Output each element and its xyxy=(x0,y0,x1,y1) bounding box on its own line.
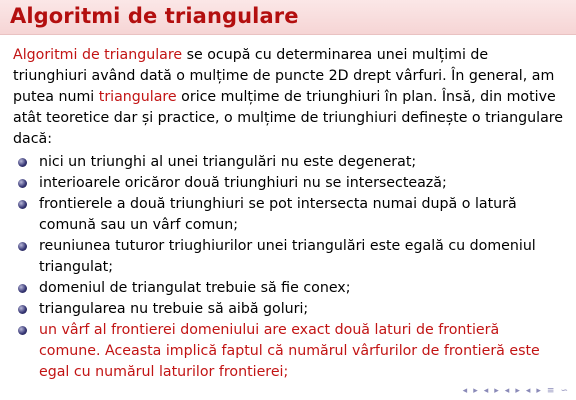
list-item-text: reuniunea tuturor triughiurilor unei triangulări este egală cu domeniul triangulat; xyxy=(39,238,536,275)
beamer-navigation xyxy=(463,386,568,396)
nav-menu-icon[interactable]: ≡ xyxy=(546,386,555,396)
nav-prev-page-icon[interactable]: ◂ xyxy=(525,386,531,396)
bullet-icon xyxy=(18,305,27,314)
list-item xyxy=(13,173,565,194)
nav-prev-frame-icon[interactable]: ◂ xyxy=(462,386,468,396)
intro-paragraph xyxy=(13,45,565,150)
bullet-icon xyxy=(18,242,27,251)
list-item xyxy=(13,236,565,278)
intro-text-1: se ocupă cu determinarea unei mulțimi de triunghiuri având dată o mulțime de puncte 2D drept vârfuri. În general, am putea numi xyxy=(13,47,555,105)
slide-title: Algoritmi de triangulare xyxy=(10,4,299,28)
list-item-text: un vârf al frontierei domeniului are exact două laturi de frontieră comune. Aceasta implică faptul că numărul vârfurilor de frontieră este egal cu numărul laturilor frontierei; xyxy=(39,322,540,380)
intro-text-2: orice mulțime de triunghiuri în plan. Însă, din motive atât teoretice dar și practice, o mulțime de triunghiuri definește o triangulare dacă: xyxy=(13,89,564,147)
list-item xyxy=(13,320,565,383)
bullet-icon xyxy=(18,179,27,188)
bullet-icon xyxy=(18,326,27,335)
slide-content xyxy=(13,45,565,383)
list-item xyxy=(13,299,565,320)
list-item-text: triangularea nu trebuie să aibă goluri; xyxy=(39,301,309,317)
nav-next-section-icon[interactable]: ▸ xyxy=(515,386,520,396)
bullet-icon xyxy=(18,200,27,209)
list-item xyxy=(13,278,565,299)
nav-next-subsection-icon[interactable]: ▸ xyxy=(494,386,499,396)
bullet-icon xyxy=(18,284,27,293)
nav-prev-section-icon[interactable]: ◂ xyxy=(504,386,510,396)
list-item-text: nici un triunghi al unei triangulări nu este degenerat; xyxy=(39,154,417,170)
list-item-text: domeniul de triangulat trebuie să fie conex; xyxy=(39,280,351,296)
nav-prev-subsection-icon[interactable]: ◂ xyxy=(483,386,489,396)
intro-term-2: triangulare xyxy=(98,89,177,105)
nav-search-icon[interactable]: ∽ xyxy=(560,386,568,396)
title-bar xyxy=(0,0,576,35)
nav-next-frame-icon[interactable]: ▸ xyxy=(473,386,478,396)
list-item-text: interioarele oricăror două triunghiuri nu se intersectează; xyxy=(39,175,447,191)
list-item xyxy=(13,152,565,173)
list-item-text: frontierele a două triunghiuri se pot intersecta numai după o latură comună sau un vârf comun; xyxy=(39,196,517,233)
intro-term-1: Algoritmi de triangulare xyxy=(13,47,183,63)
bullet-icon xyxy=(18,158,27,167)
condition-list xyxy=(13,152,565,383)
nav-next-page-icon[interactable]: ▸ xyxy=(536,386,541,396)
list-item xyxy=(13,194,565,236)
